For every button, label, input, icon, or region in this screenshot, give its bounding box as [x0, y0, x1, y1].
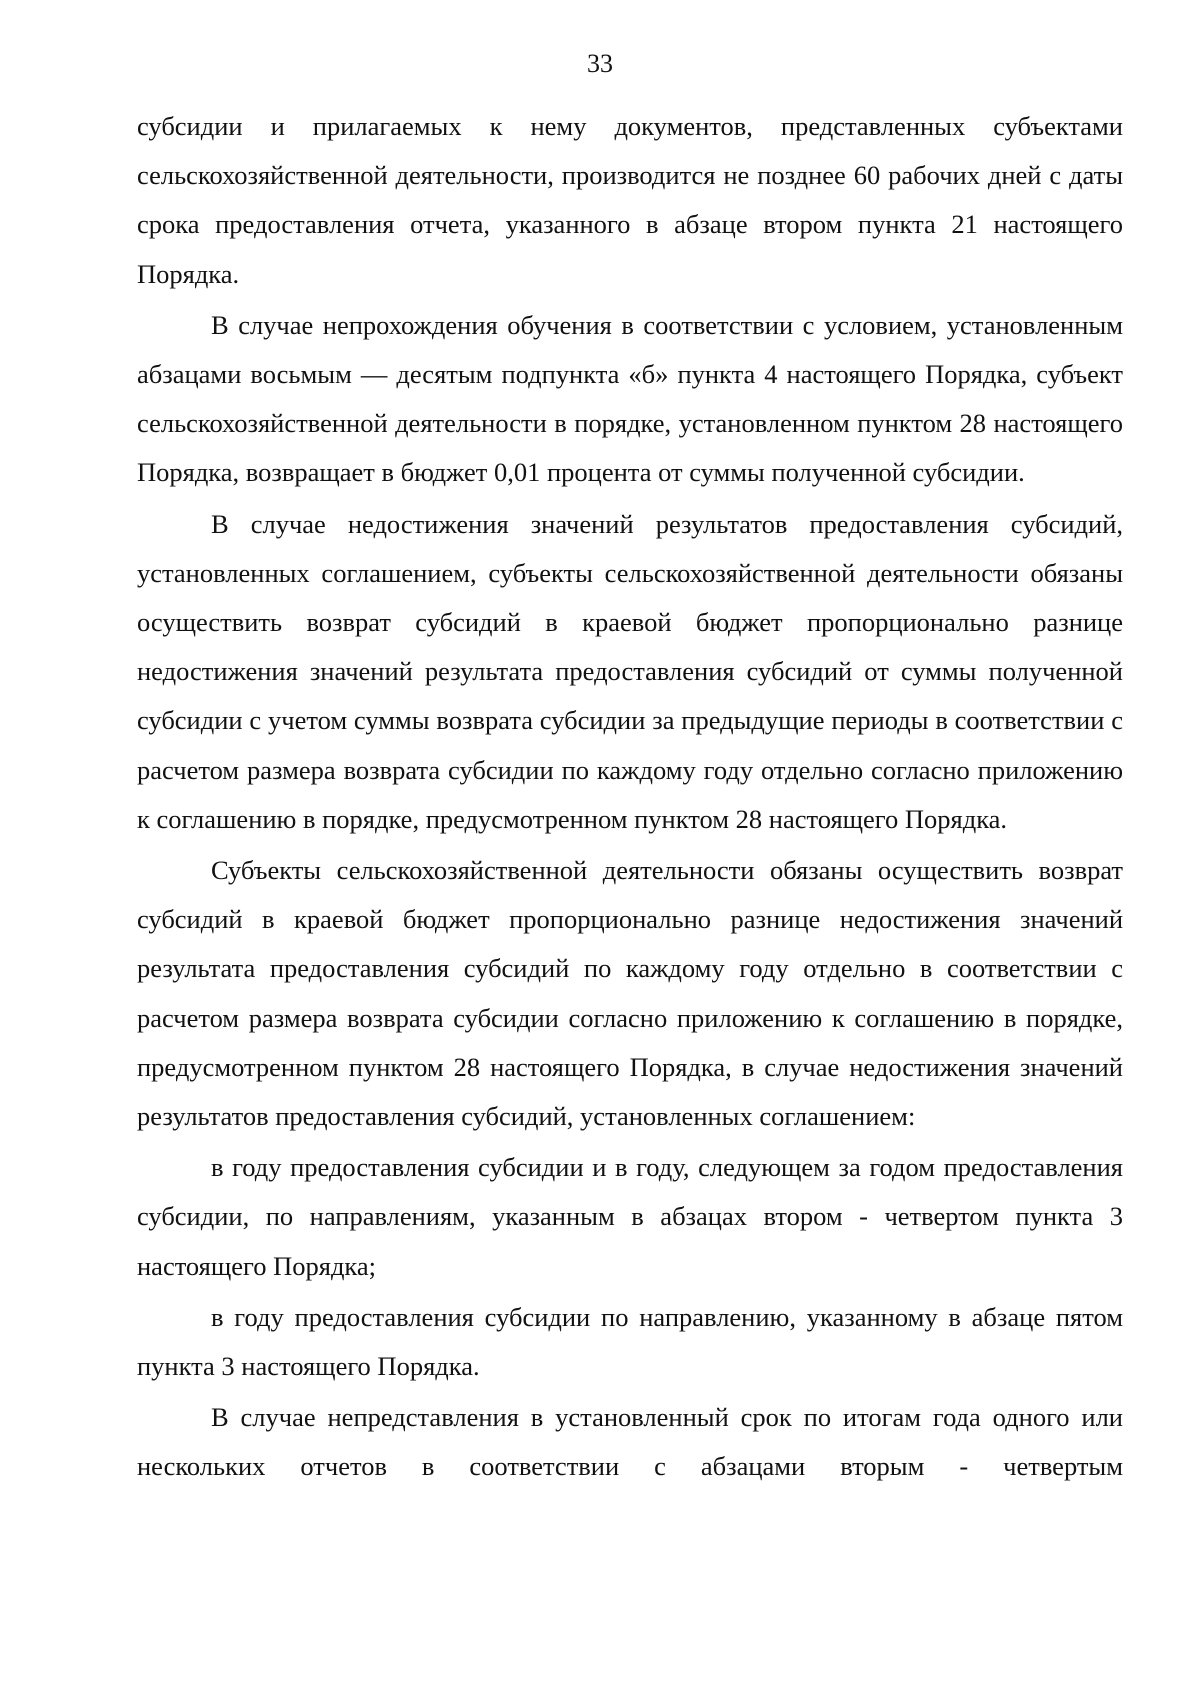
- document-body: [137, 102, 1123, 1492]
- paragraph: Субъекты сельскохозяйственной деятельности обязаны осуществить возврат субсидий в краевой бюджет пропорционально разнице недостижения значений результата предоставления субсидий по каждому году отдельно в соответствии с расчетом размера возврата субсидии согласно приложению к соглашению в порядке, предусмотренном пунктом 28 настоящего Порядка, в случае недостижения значений результатов предоставления субсидий, установленных соглашением:: [137, 855, 1123, 1132]
- paragraph: в году предоставления субсидии по направлению, указанному в абзаце пятом пункта 3 настоящего Порядка.: [137, 1301, 1123, 1382]
- paragraph: В случае недостижения значений результатов предоставления субсидий, установленных соглашением, субъекты сельскохозяйственной деятельности обязаны осуществить возврат субсидий в краевой бюджет пропорционально разнице недостижения значений результата предоставления субсидий от суммы полученной субсидии с учетом суммы возврата субсидии за предыдущие периоды в соответствии с расчетом размера возврата субсидии по каждому году отдельно согласно приложению к соглашению в порядке, предусмотренном пунктом 28 настоящего Порядка.: [137, 508, 1123, 834]
- paragraph: в году предоставления субсидии и в году, следующем за годом предоставления субсидии, по направлениям, указанным в абзацах втором - четвертом пункта 3 настоящего Порядка;: [137, 1152, 1123, 1281]
- paragraph: В случае непрохождения обучения в соответствии с условием, установленным абзацами восьмым — десятым подпункта «б» пункта 4 настоящего Порядка, субъект сельскохозяйственной деятельности в порядке, установленном пунктом 28 настоящего Порядка, возвращает в бюджет 0,01 процента от суммы полученной субсидии.: [137, 309, 1123, 488]
- paragraph-continued: субсидии и прилагаемых к нему документов, представленных субъектами сельскохозяйственной деятельности, производится не позднее 60 рабочих дней с даты срока предоставления отчета, указанного в абзаце втором пункта 21 настоящего Порядка.: [137, 111, 1123, 289]
- paragraph-truncated: В случае непредставления в установленный срок по итогам года одного или нескольких отчетов в соответствии с абзацами вторым - четвертым: [137, 1402, 1123, 1482]
- page-number: 33: [587, 49, 613, 78]
